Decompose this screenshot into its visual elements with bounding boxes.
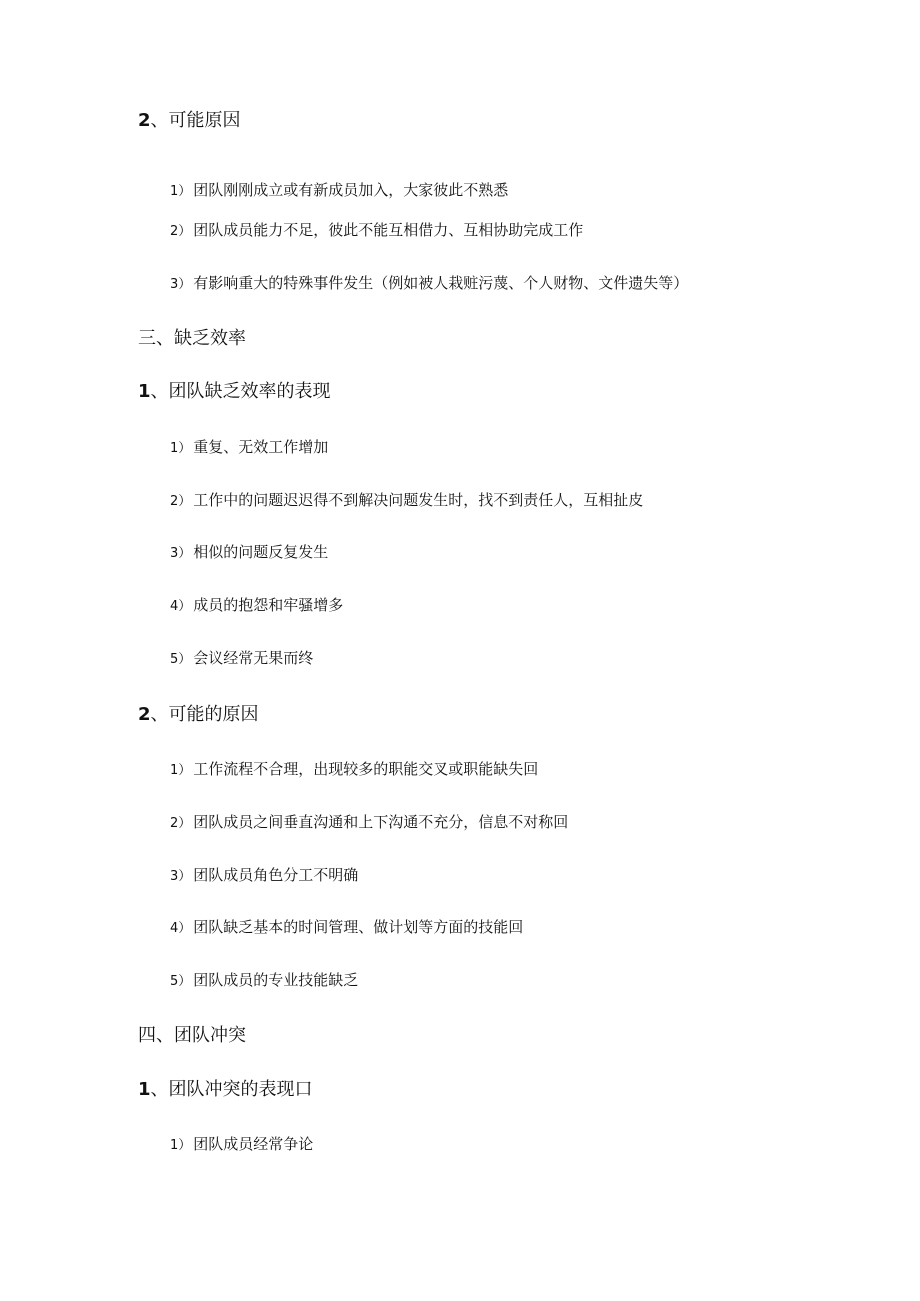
list-item: 5） 会议经常无果而终 xyxy=(170,649,314,667)
list-item: 3） 相似的问题反复发生 xyxy=(170,543,329,561)
list-item: 1） 团队成员经常争论 xyxy=(170,1135,314,1153)
list-item: 1） 重复、无效工作增加 xyxy=(170,438,329,456)
chapter-heading-lack-of-efficiency: 三、缺乏效率 xyxy=(138,328,246,349)
list-item: 5） 团队成员的专业技能缺乏 xyxy=(170,971,359,989)
list-item: 3） 有影响重大的特殊事件发生（例如被人栽赃污蔑、个人财物、文件遗失等） xyxy=(170,274,689,292)
list-item: 4） 团队缺乏基本的时间管理、做计划等方面的技能回 xyxy=(170,918,524,936)
section-heading-conflict-symptoms: 1、团队冲突的表现口 xyxy=(138,1079,313,1100)
list-item: 1） 工作流程不合理，出现较多的职能交叉或职能缺失回 xyxy=(170,760,539,778)
section-heading-efficiency-symptoms: 1、团队缺乏效率的表现 xyxy=(138,381,331,402)
list-item: 1） 团队刚刚成立或有新成员加入，大家彼此不熟悉 xyxy=(170,181,509,199)
list-item: 2） 团队成员能力不足，彼此不能互相借力、互相协助完成工作 xyxy=(170,221,584,239)
list-item: 2） 工作中的问题迟迟得不到解决问题发生时，找不到责任人，互相扯皮 xyxy=(170,491,644,509)
list-item: 3） 团队成员角色分工不明确 xyxy=(170,866,359,884)
chapter-heading-team-conflict: 四、团队冲突 xyxy=(138,1025,246,1046)
section-heading-possible-causes: 2、可能原因 xyxy=(138,110,241,131)
section-heading-possible-reasons: 2、可能的原因 xyxy=(138,704,259,725)
list-item: 4） 成员的抱怨和牢骚增多 xyxy=(170,596,344,614)
list-item: 2） 团队成员之间垂直沟通和上下沟通不充分，信息不对称回 xyxy=(170,813,569,831)
